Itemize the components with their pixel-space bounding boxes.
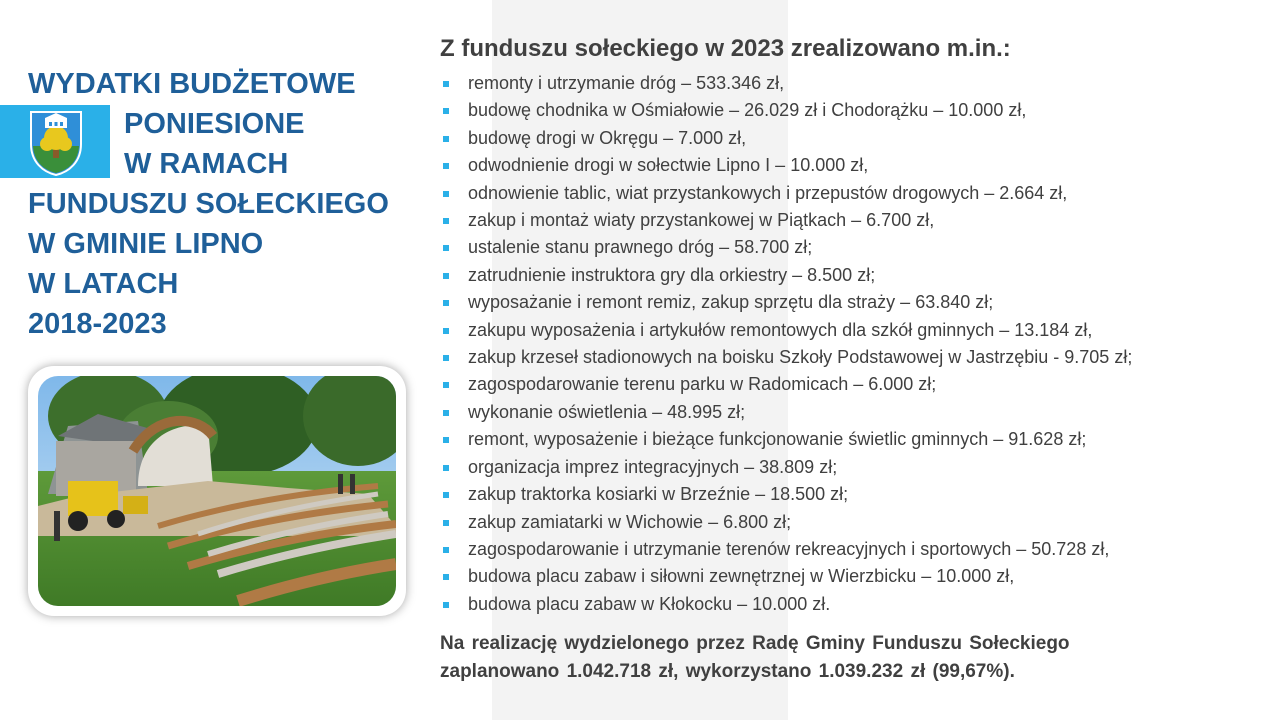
list-item-text: remont, wyposażenie i bieżące funkcjonowanie świetlic gminnych – 91.628 zł; [468,429,1087,450]
summary-line: Na realizację wydzielonego przez Radę Gminy Funduszu Sołeckiego [440,633,1070,655]
square-bullet-icon [443,328,449,334]
list-item-text: wyposażanie i remont remiz, zakup sprzętu dla straży – 63.840 zł; [468,292,994,313]
title-line: 2018-2023 [28,308,167,340]
square-bullet-icon [443,382,449,388]
list-item-text: odwodnienie drogi w sołectwie Lipno I – 10.000 zł, [468,155,869,176]
title-line: W RAMACH [124,148,289,180]
title-line: WYDATKI BUDŻETOWE [28,68,356,100]
summary-line: zaplanowano 1.042.718 zł, wykorzystano 1.039.232 zł (99,67%). [440,661,1015,683]
list-item [440,481,1260,508]
list-item-text: zatrudnienie instruktora gry dla orkiestry – 8.500 zł; [468,264,876,285]
list-item-text: budowa placu zabaw i siłowni zewnętrznej w Wierzbicku – 10.000 zł, [468,566,1015,587]
list-item [440,536,1260,563]
square-bullet-icon [443,218,449,224]
square-bullet-icon [443,108,449,114]
list-item [440,180,1260,207]
list-item [440,371,1260,398]
square-bullet-icon [443,574,449,580]
page-title [28,64,408,344]
list-item [440,70,1260,97]
list-item-text: budowę drogi w Okręgu – 7.000 zł, [468,127,747,148]
square-bullet-icon [443,191,449,197]
square-bullet-icon [443,520,449,526]
content-panel [440,34,1260,686]
list-item-text: budowę chodnika w Ośmiałowie – 26.029 zł i Chodorążku – 10.000 zł, [468,100,1027,121]
photo-frame [28,366,406,616]
square-bullet-icon [443,465,449,471]
expense-list [440,70,1260,618]
summary [440,630,1260,686]
list-item [440,289,1260,316]
list-item-text: zakup i montaż wiaty przystankowej w Piątkach – 6.700 zł, [468,210,935,231]
square-bullet-icon [443,437,449,443]
square-bullet-icon [443,547,449,553]
list-item [440,454,1260,481]
list-item-text: zakup krzeseł stadionowych na boisku Szkoły Podstawowej w Jastrzębiu - 9.705 zł; [468,347,1133,368]
list-item [440,591,1260,618]
square-bullet-icon [443,273,449,279]
square-bullet-icon [443,81,449,87]
list-item [440,262,1260,289]
list-item-text: wykonanie oświetlenia – 48.995 zł; [468,401,746,422]
amphitheater-photo [38,376,396,606]
square-bullet-icon [443,602,449,608]
title-line: PONIESIONE [124,108,305,140]
list-item-text: ustalenie stanu prawnego dróg – 58.700 zł; [468,237,813,258]
list-item [440,509,1260,536]
square-bullet-icon [443,163,449,169]
square-bullet-icon [443,245,449,251]
list-item [440,399,1260,426]
list-item [440,563,1260,590]
square-bullet-icon [443,355,449,361]
list-item [440,97,1260,124]
list-item [440,317,1260,344]
list-item-text: odnowienie tablic, wiat przystankowych i przepustów drogowych – 2.664 zł, [468,182,1068,203]
list-item [440,207,1260,234]
list-item [440,125,1260,152]
list-item-text: budowa placu zabaw w Kłokocku – 10.000 zł. [468,593,831,614]
list-item [440,234,1260,261]
list-item [440,426,1260,453]
list-item-text: zakup traktorka kosiarki w Brzeźnie – 18.500 zł; [468,484,849,505]
list-item-text: organizacja imprez integracyjnych – 38.809 zł; [468,456,838,477]
list-item-text: zakupu wyposażenia i artykułów remontowych dla szkół gminnych – 13.184 zł, [468,319,1093,340]
square-bullet-icon [443,492,449,498]
title-line: W LATACH [28,268,179,300]
section-heading: Z funduszu sołeckiego w 2023 zrealizowano m.in.: [440,35,1011,62]
list-item-text: zagospodarowanie terenu parku w Radomicach – 6.000 zł; [468,374,937,395]
square-bullet-icon [443,136,449,142]
title-line: FUNDUSZU SOŁECKIEGO [28,188,389,220]
square-bullet-icon [443,300,449,306]
list-item [440,344,1260,371]
list-item-text: remonty i utrzymanie dróg – 533.346 zł, [468,73,785,93]
title-line: W GMINIE LIPNO [28,228,264,260]
list-item [440,152,1260,179]
list-item-text: zagospodarowanie i utrzymanie terenów rekreacyjnych i sportowych – 50.728 zł, [468,538,1110,559]
square-bullet-icon [443,410,449,416]
list-item-text: zakup zamiatarki w Wichowie – 6.800 zł; [468,511,792,532]
